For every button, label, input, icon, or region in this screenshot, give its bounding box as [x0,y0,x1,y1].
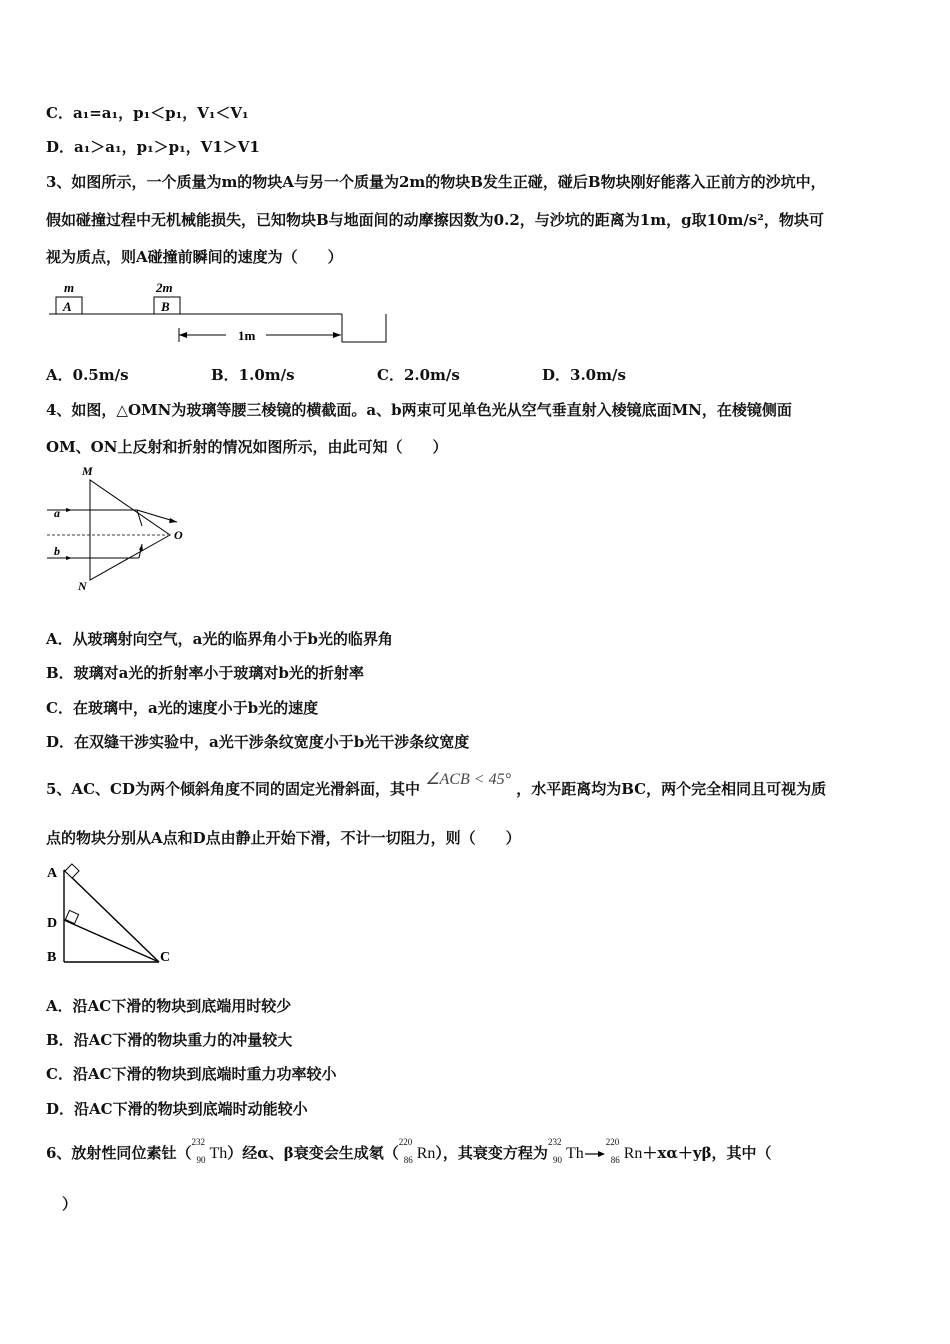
incline-dc [64,920,159,962]
q2-option-c: C．a₁=a₁，p₁＜p₁，V₁＜V₁ [46,104,249,122]
q4-label-m: M [82,464,93,478]
thorium-nuclide-eq: 232 90 Th [547,1137,584,1165]
q5-label-c: C [160,950,171,965]
q5-text-line1a: 5、AC、CD为两个倾斜角度不同的固定光滑斜面，其中 [46,780,420,798]
q6-text-line1 [46,1137,772,1165]
q5-option-b: B．沿AC下滑的物块重力的冲量较大 [46,1031,293,1049]
q4-label-o: O [174,528,183,542]
thorium-nuclide: 232 90 Th [191,1137,228,1165]
q3-block-a-label: A [63,299,72,314]
q4-text-line1: 4、如图，△OMN为玻璃等腰三棱镜的横截面。a、b两束可见单色光从空气垂直射入棱镜底面MN，在棱镜侧面 [46,401,792,419]
radon-nuclide-eq: 220 86 Rn [605,1137,643,1165]
q3-text-line1: 3、如图所示，一个质量为m的物块A与另一个质量为2m的物块B发生正碰，碰后B物块刚好能落入正前方的沙坑中， [46,173,826,191]
sand-pit [342,314,386,342]
q4-label-n: N [78,579,87,593]
q3-diagram [46,278,396,354]
q5-angle-formula: ∠ACB < 45° [425,771,511,788]
q4-option-c: C．在玻璃中，a光的速度小于b光的速度 [46,699,319,717]
q3-mass-b-label: 2m [156,280,173,295]
q5-label-d: D [47,916,58,931]
reaction-arrow-icon [584,1149,606,1159]
q5-option-d: D．沿AC下滑的物块到底端时动能较小 [46,1100,308,1118]
q4-prism-diagram [42,462,202,601]
q4-option-a: A．从玻璃射向空气，a光的临界角小于b光的临界角 [46,630,393,648]
q3-option-b: B．1.0m/s [211,366,295,384]
q5-label-a: A [47,866,58,881]
q6-close-paren: ） [62,1195,78,1213]
q3-mass-a-label: m [64,280,75,295]
prism-triangle [90,480,170,580]
q3-option-d: D．3.0m/s [542,366,626,384]
q3-option-c: C．2.0m/s [377,366,460,384]
q5-option-c: C．沿AC下滑的物块到底端时重力功率较小 [46,1065,337,1083]
q4-option-d: D．在双缝干涉实验中，a光干涉条纹宽度小于b光干涉条纹宽度 [46,733,470,751]
q3-block-b-label: B [161,299,170,314]
q6-text-part3: ），其衰变方程为 [435,1144,548,1162]
q5-slope-diagram [44,858,179,974]
q5-option-a: A．沿AC下滑的物块到底端用时较少 [46,997,292,1015]
q5-text-line1b: ，水平距离均为BC，两个完全相同且可视为质 [516,780,827,798]
q5-label-b: B [47,950,57,965]
q4-label-b: b [54,544,60,558]
q4-option-b: B．玻璃对a光的折射率小于玻璃对b光的折射率 [46,664,364,682]
q4-label-a: a [54,506,60,520]
q5-text-line2: 点的物块分别从A点和D点由静止开始下滑，不计一切阻力，则（ ） [46,829,521,847]
q4-text-line2: OM、ON上反射和折射的情况如图所示，由此可知（ ） [46,438,448,456]
q6-text-part2: ）经α、β衰变会生成氡（ [227,1144,399,1162]
q5-text-line1 [46,771,827,799]
q3-distance-label: 1m [238,328,256,343]
q6-text-part4: ＋xα＋yβ，其中（ [642,1144,772,1162]
radon-nuclide: 220 86 Rn [398,1137,436,1165]
q2-option-d: D．a₁＞a₁，p₁＞p₁，V1＞V1 [46,138,260,156]
block-on-ac [65,864,79,878]
q3-option-a: A．0.5m/s [46,366,129,384]
q3-text-line2: 假如碰撞过程中无机械能损失，已知物块B与地面间的动摩擦因数为0.2，与沙坑的距离为1m，g取10m/s²，物块可 [46,211,824,229]
q3-text-line3: 视为质点，则A碰撞前瞬间的速度为（ ） [46,248,343,266]
q6-text-part1: 6、放射性同位素钍（ [46,1144,192,1162]
